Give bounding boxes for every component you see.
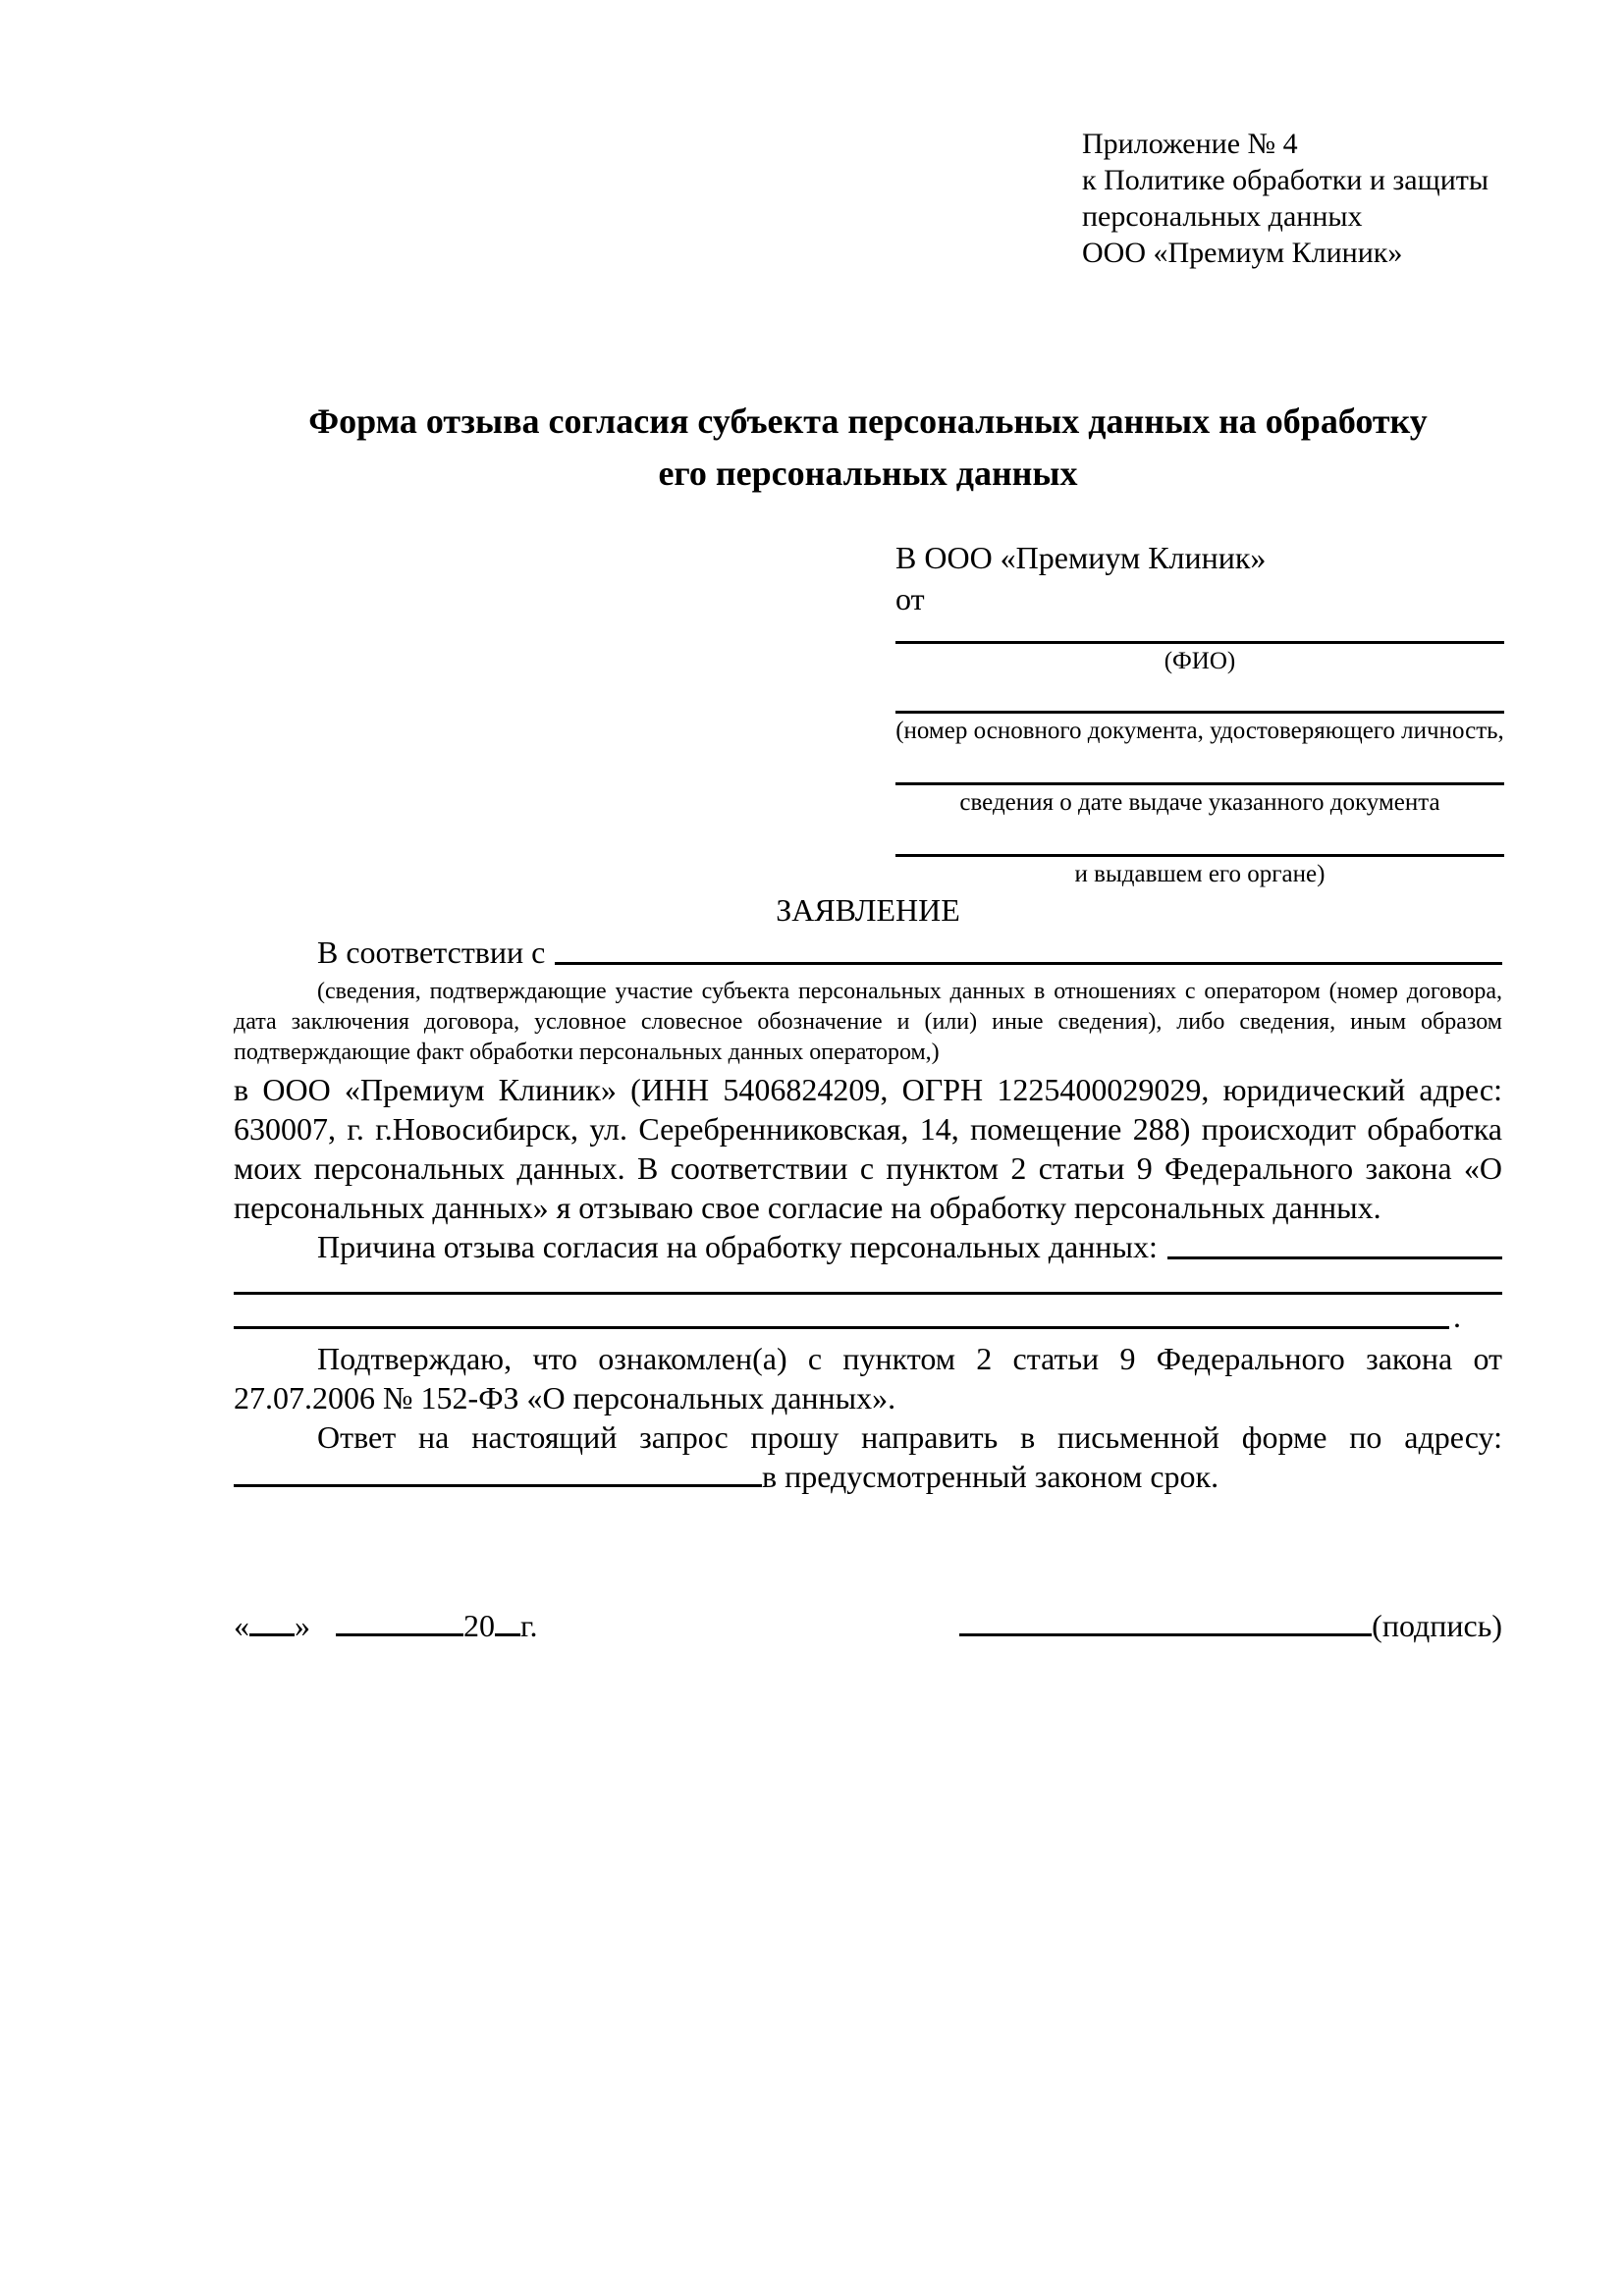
- date-month-blank: [336, 1633, 463, 1636]
- appendix-note-line: Приложение № 4: [1082, 128, 1298, 160]
- main-paragraph: в ООО «Премиум Клиник» (ИНН 5406824209, ОГРН 1225400029029, юридический адрес: 630007, г. г.Новосибирск, ул. Серебренниковская, 14, помещение 288) происходит обработка моих персональных данных. В соответствии с пунктом 2 статьи 9 Федерального закона «О персональных данных» я отзываю свое согласие на обработку персональных данных.: [234, 1072, 1502, 1225]
- issuing-authority-caption: и выдавшем его органе): [1074, 861, 1326, 887]
- document-title: [234, 396, 1502, 500]
- reason-terminator: .: [1453, 1299, 1461, 1334]
- issue-date-caption: сведения о дате выдаче указанного документа: [959, 789, 1440, 816]
- issuing-authority-field: [895, 854, 1504, 888]
- reason-blank-line-3-row: [234, 1295, 1502, 1336]
- intro-prefix: В соответствии с: [317, 934, 546, 970]
- reason-blank-line-3: [234, 1326, 1449, 1329]
- address-blank-line: [234, 1484, 762, 1487]
- date-open-quote: «: [234, 1608, 249, 1643]
- addressee-block: [895, 537, 1504, 888]
- signature-caption: (подпись): [1372, 1608, 1502, 1643]
- basis-blank-line: [555, 962, 1502, 965]
- addressee-from-label: от: [895, 581, 925, 616]
- fio-field: [895, 641, 1504, 675]
- appendix-note-line: персональных данных: [1082, 200, 1363, 233]
- date-field: [234, 1604, 538, 1647]
- addressee-to: В ООО «Премиум Клиник»: [895, 540, 1267, 575]
- issue-date-field: [895, 782, 1504, 817]
- year-suffix: г.: [520, 1608, 538, 1643]
- fio-caption: (ФИО): [1164, 648, 1236, 674]
- signature-field: [959, 1604, 1502, 1647]
- statement-heading: ЗАЯВЛЕНИЕ: [776, 892, 960, 928]
- document-title-line: Форма отзыва согласия субъекта персональных данных на обработку: [308, 401, 1428, 441]
- reason-line: [234, 1227, 1502, 1266]
- document-number-field: [895, 711, 1504, 745]
- confirmation-paragraph: Подтверждаю, что ознакомлен(а) с пунктом 2 статьи 9 Федерального закона от 27.07.2006 № 152-ФЗ «О персональных данных».: [234, 1341, 1502, 1415]
- document-title-line: его персональных данных: [658, 454, 1078, 493]
- reply-request-line: Ответ на настоящий запрос прошу направить в письменной форме по адресу:: [317, 1419, 1502, 1455]
- appendix-note: [1082, 126, 1543, 271]
- appendix-note-line: ООО «Премиум Клиник»: [1082, 237, 1403, 269]
- intro-line: [234, 933, 1502, 972]
- date-close-quote: »: [295, 1608, 310, 1643]
- date-signature-row: [234, 1604, 1502, 1647]
- fine-print-note: (сведения, подтверждающие участие субъекта персональных данных в отношениях с оператором (номер договора, дата заключения договора, условное словесное обозначение и (или) иные сведения), либо сведения, иным образом подтверждающие факт обработки персональных данных оператором,): [234, 979, 1502, 1065]
- reply-address-line: [234, 1457, 1502, 1496]
- reason-prefix: Причина отзыва согласия на обработку персональных данных:: [317, 1229, 1158, 1264]
- statement-body: [234, 933, 1502, 1496]
- appendix-note-line: к Политике обработки и защиты: [1082, 164, 1489, 196]
- date-year-blank: [495, 1633, 520, 1636]
- date-day-blank: [249, 1633, 295, 1636]
- document-number-caption: (номер основного документа, удостоверяющего личность,: [895, 718, 1504, 744]
- year-prefix: 20: [463, 1608, 495, 1643]
- reply-suffix: в предусмотренный законом срок.: [762, 1459, 1219, 1494]
- signature-blank-line: [959, 1633, 1372, 1636]
- reason-blank-line-1: [1167, 1256, 1502, 1259]
- reason-blank-line-2: [234, 1266, 1502, 1295]
